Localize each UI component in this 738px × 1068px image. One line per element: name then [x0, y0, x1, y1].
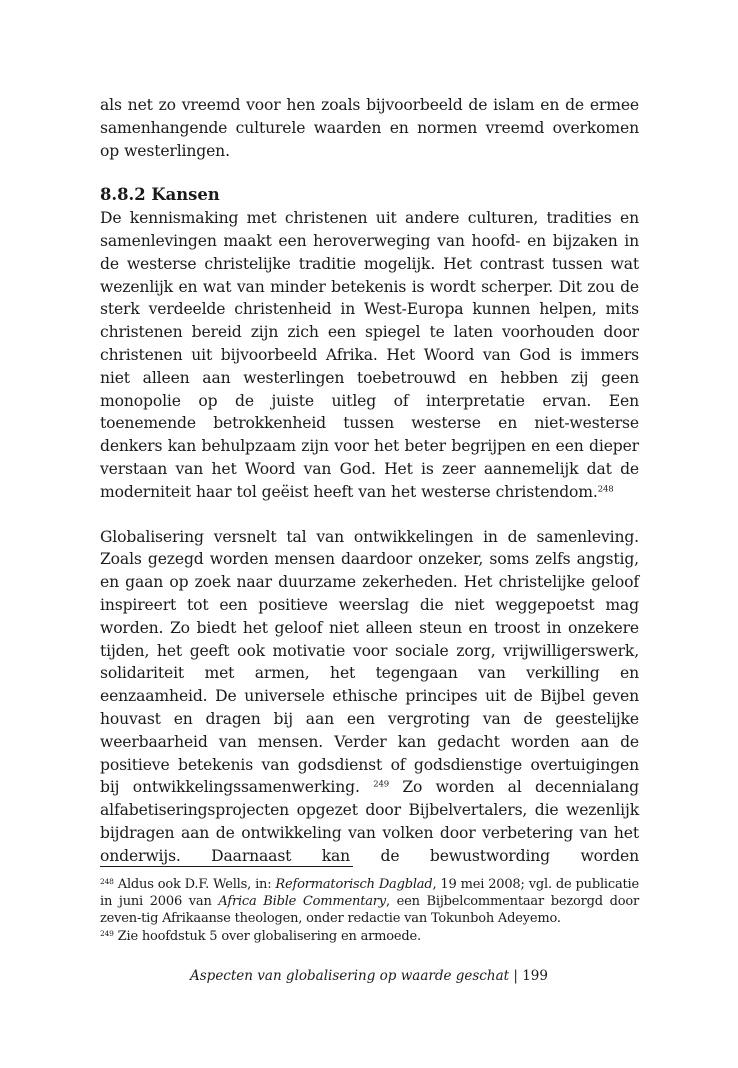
- footnote-text: Zie hoofdstuk 5 over globalisering en armoede.: [117, 928, 421, 944]
- footnote-248: [100, 876, 639, 928]
- paragraph-1-text: De kennismaking met christenen uit andere culturen, tradities en samenlevingen maakt een heroverweging van hoofd- en bijzaken in de westerse christelijke traditie mogelijk. Het contrast tussen wat wezenlijk en wat van minder betekenis is wordt scherper. Dit zou de sterk verdeelde christenheid in West-Europa kunnen helpen, mits christenen bereid zijn zich een spiegel te laten voorhouden door christenen uit bijvoorbeeld Afrika. Het Woord van God is immers niet alleen aan westerlingen toebetrouwd en hebben zij geen monopolie op de juiste uitleg of interpretatie ervan. Een toenemende betrokkenheid tussen westerse en niet-westerse denkers kan behulpzaam zijn voor het beter begrijpen en een dieper verstaan van het Woord van God. Het is zeer aannemelijk dat de moderniteit haar tol geëist heeft van het westerse christendom.: [100, 209, 639, 501]
- footnote-ref-248: 248: [597, 484, 614, 495]
- footnote-separator: [100, 866, 353, 867]
- footnote-text: Aldus ook D.F. Wells, in:: [117, 877, 276, 892]
- section-heading: 8.8.2 Kansen: [100, 185, 220, 205]
- footnote-number: 248: [100, 876, 114, 886]
- page-body: [100, 94, 639, 868]
- paragraph-2-text-after: Zo worden al decennialang alfabetiseringsprojecten opgezet door Bijbelvertalers, die wezenlijk bijdragen aan de ontwikkeling van volken door verbetering van het onderwijs. Daarnaast kan de bewustwording worden: [100, 778, 640, 865]
- footnote-italic-title: Africa Bible Commentary: [218, 894, 386, 910]
- footnote-249: [100, 928, 639, 945]
- section-paragraph-1: [100, 207, 639, 503]
- paragraph-gap: [100, 504, 639, 526]
- page-number: 199: [522, 968, 548, 984]
- footnote-number: 249: [100, 928, 114, 938]
- footer-separator: |: [513, 968, 518, 984]
- page-footer: [0, 967, 738, 985]
- footnote-text: , een Bijbelcommentaar bezorgd door zeven-tig Afrikaanse theologen, onder redactie van Tokunboh Adeyemo.: [100, 894, 639, 927]
- footnote-italic-source: Reformatorisch Dagblad: [275, 877, 433, 892]
- running-title: Aspecten van globalisering op waarde geschat: [190, 968, 510, 984]
- intro-paragraph: als net zo vreemd voor hen zoals bijvoorbeeld de islam en de ermee samenhangende culturele waarden en normen vreemd overkomen op westerlingen.: [100, 96, 639, 160]
- paragraph-gap: [100, 162, 639, 184]
- footnote-ref-249: 249: [373, 779, 389, 790]
- footnote-text: , 19 mei 2008; vgl. de publicatie in juni 2006 van: [100, 877, 639, 910]
- section-paragraph-2: [100, 526, 639, 868]
- paragraph-2-text-before: Globalisering versnelt tal van ontwikkelingen in de samenleving. Zoals gezegd worden mensen daardoor onzeker, soms zelfs angstig, en gaan op zoek naar duurzame zekerheden. Het christelijke geloof inspireert tot een positieve weerslag die niet weggepoetst mag worden. Zo biedt het geloof niet alleen steun en troost in onzekere tijden, het geeft ook motivatie voor sociale zorg, vrijwilligerswerk, solidariteit met armen, het tegengaan van verkilling en eenzaamheid. De universele ethische principes uit de Bijbel geven houvast en dragen bij aan een vergroting van de geestelijke weerbaarheid van mensen. Verder kan gedacht worden aan de positieve betekenis van godsdienst of godsdienstige overtuigingen bij ontwikkelingssamenwerking.: [100, 527, 639, 797]
- footnotes: [100, 876, 639, 945]
